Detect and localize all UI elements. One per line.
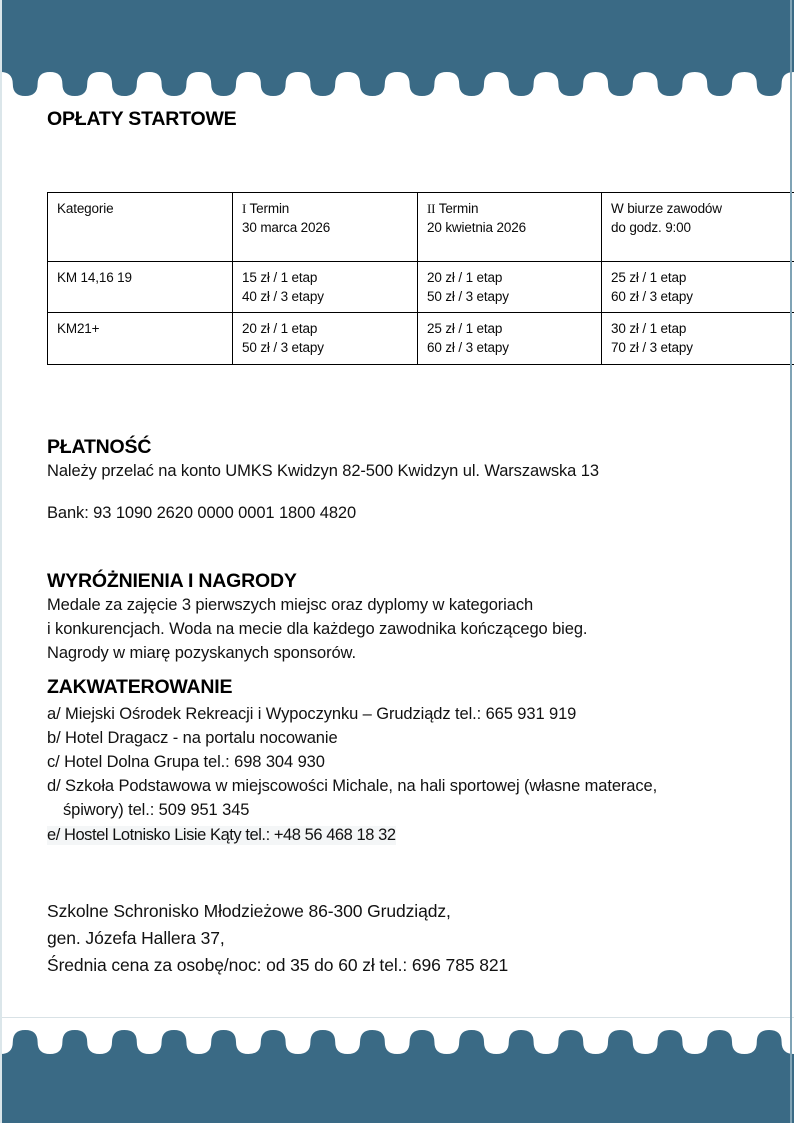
fee-three-stages: 70 zł / 3 etapy xyxy=(611,339,693,355)
accommodation-item-c: c/ Hotel Dolna Grupa tel.: 698 304 930 xyxy=(47,753,325,771)
accommodation-item-d-line1: d/ Szkoła Podstawowa w miejscowości Michale, na hali sportowej (własne materace, xyxy=(47,777,658,795)
row-category-cell xyxy=(48,262,233,313)
header-category-label: Kategorie xyxy=(57,201,114,216)
hostel-price-line: Średnia cena za osobę/noc: od 35 do 60 zł tel.: 696 785 821 xyxy=(47,955,509,975)
section-heading-awards: WYRÓŻNIENIA I NAGRODY xyxy=(47,570,297,592)
row-fee-cell-term-1 xyxy=(233,313,418,364)
header-term2-text: Termin xyxy=(435,201,479,216)
roman-numeral-two: II xyxy=(427,201,436,216)
header-office-line1: W biurze zawodów xyxy=(611,201,722,216)
hostel-name-line: Szkolne Schronisko Młodzieżowe 86-300 Grudziądz, xyxy=(47,901,451,921)
accommodation-item-a: a/ Miejski Ośrodek Rekreacji i Wypoczynku – Grudziądz tel.: 665 931 919 xyxy=(47,705,577,723)
header-term1-line1 xyxy=(242,200,417,219)
scalloped-wave-footer xyxy=(0,1018,794,1123)
header-term2-date: 20 kwietnia 2026 xyxy=(427,219,526,235)
row-category-label: KM21+ xyxy=(57,321,100,337)
awards-line-1: Medale za zajęcie 3 pierwszych miejsc oraz dyplomy w kategoriach xyxy=(47,596,534,614)
fee-three-stages: 60 zł / 3 etapy xyxy=(427,339,509,355)
fee-one-stage: 25 zł / 1 etap xyxy=(611,270,687,285)
fee-three-stages: 50 zł / 3 etapy xyxy=(242,339,324,355)
table-row xyxy=(48,313,794,364)
fee-one-stage: 20 zł / 1 etap xyxy=(242,321,318,337)
table-row xyxy=(48,262,794,313)
table-header-cell-office xyxy=(602,193,794,262)
table-header-cell-term-2 xyxy=(418,193,602,262)
header-term1-text: Termin xyxy=(246,201,290,216)
table-header-cell-term-1 xyxy=(233,193,418,262)
payment-bank-number: Bank: 93 1090 2620 0000 0001 1800 4820 xyxy=(47,504,357,522)
fee-one-stage: 25 zł / 1 etap xyxy=(427,321,503,337)
row-fee-cell-term-1 xyxy=(233,262,418,313)
row-fee-cell-office xyxy=(602,313,794,364)
page-left-border xyxy=(0,0,2,1123)
row-fee-cell-term-2 xyxy=(418,313,602,364)
header-term1-date: 30 marca 2026 xyxy=(242,219,331,235)
fee-three-stages: 40 zł / 3 etapy xyxy=(242,288,324,304)
fee-one-stage: 20 zł / 1 etap xyxy=(427,270,503,285)
awards-line-2: i konkurencjach. Woda na mecie dla każdego zawodnika kończącego bieg. xyxy=(47,620,588,638)
row-fee-cell-term-2 xyxy=(418,262,602,313)
page-right-border xyxy=(790,0,792,1123)
footer-divider-rule xyxy=(0,1017,794,1018)
accommodation-item-e: e/ Hostel Lotnisko Lisie Kąty tel.: +48 56 468 18 32 xyxy=(47,826,396,844)
row-category-label: KM 14,16 19 xyxy=(57,270,132,285)
section-heading-accommodation: ZAKWATEROWANIE xyxy=(47,676,233,698)
fee-table xyxy=(47,192,794,365)
header-office-line2: do godz. 9:00 xyxy=(611,219,691,235)
row-fee-cell-office xyxy=(602,262,794,313)
table-header-cell-category xyxy=(48,193,233,262)
row-category-cell xyxy=(48,313,233,364)
hostel-address-line: gen. Józefa Hallera 37, xyxy=(47,928,225,948)
fee-one-stage: 30 zł / 1 etap xyxy=(611,321,687,337)
accommodation-item-b: b/ Hotel Dragacz - na portalu nocowanie xyxy=(47,729,338,747)
table-header-row xyxy=(48,193,794,262)
header-term2-line1 xyxy=(427,200,601,219)
fee-one-stage: 15 zł / 1 etap xyxy=(242,270,318,285)
fee-three-stages: 60 zł / 3 etapy xyxy=(611,288,693,304)
fee-three-stages: 50 zł / 3 etapy xyxy=(427,288,509,304)
scalloped-wave-header xyxy=(0,0,794,96)
section-heading-fees: OPŁATY STARTOWE xyxy=(47,108,237,130)
roman-numeral-one: I xyxy=(242,201,247,216)
section-heading-payment: PŁATNOŚĆ xyxy=(47,436,152,458)
payment-account-line: Należy przelać na konto UMKS Kwidzyn 82-500 Kwidzyn ul. Warszawska 13 xyxy=(47,462,599,480)
accommodation-item-d-line2: śpiwory) tel.: 509 951 345 xyxy=(63,801,250,819)
awards-line-3: Nagrody w miarę pozyskanych sponsorów. xyxy=(47,644,356,662)
